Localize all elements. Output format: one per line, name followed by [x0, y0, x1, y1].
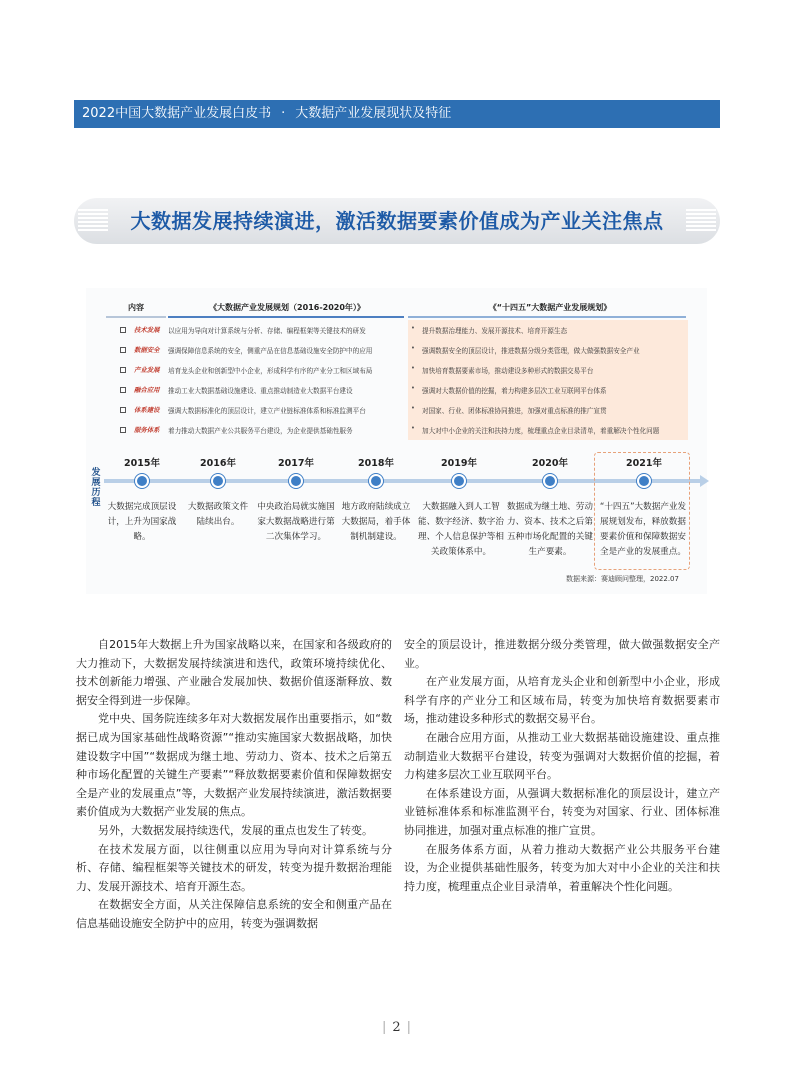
timeline-year: 2021年	[626, 458, 662, 469]
table-row	[106, 380, 686, 400]
row-label: 体系建设	[134, 406, 160, 414]
row-left-text: 着力推动大数据产业公共服务平台建设，为企业提供基础性服务	[168, 427, 353, 435]
timeline-node	[369, 474, 383, 488]
banner-title: 大数据发展持续演进，激活数据要素价值成为产业关注焦点	[130, 209, 664, 233]
timeline-event: 地方政府陆续成立大数据局，着手体制机制建设。	[341, 502, 411, 542]
table-head-left: 《大数据产业发展规划（2016-2020年）》	[209, 303, 365, 312]
timeline-event: “十四五”大数据产业发展规划发布，释放数据要素价值和保障数据安全是产业的发展重点。	[599, 502, 687, 557]
row-right-text: • 强调数据安全的顶层设计，推进数据分级分类管理，做大做强数据安全产业	[408, 340, 688, 360]
body-column-left	[76, 636, 392, 934]
timeline-year: 2020年	[532, 458, 568, 469]
row-right-text: • 加大对中小企业的关注和扶持力度，梳理重点企业目录清单，着重解决个性化问题	[408, 420, 688, 440]
page-bar: |	[406, 1020, 412, 1035]
timeline-node	[211, 474, 225, 488]
row-left-text: 培育龙头企业和创新型中小企业，形成科学有序的产业分工和区域布局	[168, 367, 373, 375]
row-left-text: 以应用为导向对计算系统与分析、存储、编程框架等关键技术的研发	[168, 327, 366, 335]
paragraph: 在产业发展方面，从培育龙头企业和创新型中小企业，形成科学有序的产业分工和区域布局，转变为加快培育数据要素市场，推动建设多种形式的数据交易平台。	[404, 675, 720, 726]
row-label: 融合应用	[134, 386, 160, 394]
checkbox-icon	[120, 367, 126, 373]
paragraph: 在数据安全方面，从关注保障信息系统的安全和侧重产品在信息基础设施安全防护中的应用，转变为强调数据	[76, 898, 392, 930]
page-bar: |	[381, 1020, 387, 1035]
header-title: 2022中国大数据产业发展白皮书	[82, 106, 272, 121]
timeline-node	[637, 474, 651, 488]
paragraph: 安全的顶层设计，推进数据分级分类管理，做大做强数据安全产业。	[404, 638, 720, 670]
paragraph: 另外，大数据发展持续迭代，发展的重点也发生了转变。	[98, 823, 373, 837]
timeline-year: 2018年	[358, 458, 394, 469]
checkbox-icon	[120, 387, 126, 393]
timeline-event: 大数据政策文件陆续出台。	[187, 502, 249, 527]
header-separator: ·	[281, 106, 286, 121]
timeline-node	[543, 474, 557, 488]
timeline-node	[452, 474, 466, 488]
paragraph: 自2015年大数据上升为国家战略以来，在国家和各级政府的大力推动下，大数据发展持续演进和迭代，政策环境持续优化、技术创新能力增强、产业融合发展加快、数据价值逐渐释放、数据安全得到进一步保障。	[76, 638, 392, 707]
checkbox-icon	[120, 407, 126, 413]
row-left-text: 强调大数据标准化的顶层设计，建立产业链标准体系和标准监测平台	[168, 407, 366, 415]
row-label: 技术发展	[134, 326, 160, 334]
table-row	[106, 360, 686, 380]
page-number	[0, 1020, 793, 1035]
row-right-text: • 提升数据治理能力、发展开源技术、培育开源生态	[408, 320, 688, 340]
timeline-year: 2015年	[124, 458, 160, 469]
table-head-label: 内容	[128, 303, 144, 312]
paragraph: 党中央、国务院连续多年对大数据发展作出重要指示，如“数据已成为国家基础性战略资源”“推动实施国家大数据战略，加快建设数字中国”“数据成为继土地、劳动力、资本、技术之后第五种市场化配置的关键生产要素”“释放数据要素价值和保障数据安全是产业的发展重点”等，大数据产业发展持续演进，激活数据要素价值成为大数据产业发展的焦点。	[76, 712, 392, 819]
row-right-text: • 对国家、行业、团体标准协同推进，加强对重点标准的推广宣贯	[408, 400, 688, 420]
table-row	[106, 420, 686, 440]
timeline-year: 2019年	[441, 458, 477, 469]
checkbox-icon	[120, 327, 126, 333]
page-number-value: 2	[392, 1020, 401, 1035]
row-label: 服务体系	[134, 426, 160, 434]
table-head-right: 《“十四五”大数据产业发展规划》	[488, 303, 612, 312]
table-row	[106, 340, 686, 360]
divider	[106, 316, 166, 318]
checkbox-icon	[120, 427, 126, 433]
paragraph: 在技术发展方面，以往侧重以应用为导向对计算系统与分析、存储、编程框架等关键技术的研发，转变为提升数据治理能力、发展开源技术、培育开源生态。	[76, 842, 392, 893]
row-left-text: 推动工业大数据基础设施建设、重点推动制造业大数据平台建设	[168, 387, 353, 395]
section-banner	[74, 198, 720, 244]
header-section: 大数据产业发展现状及特征	[295, 106, 452, 121]
body-column-right	[404, 636, 720, 896]
table-header	[106, 298, 686, 316]
timeline-year: 2016年	[200, 458, 236, 469]
row-label: 产业发展	[134, 366, 160, 374]
arrow-right-icon	[700, 475, 709, 487]
timeline-year: 2017年	[278, 458, 314, 469]
row-label: 数据安全	[134, 346, 160, 354]
header-bar	[74, 100, 720, 128]
timeline-node	[135, 474, 149, 488]
checkbox-icon	[120, 347, 126, 353]
divider	[408, 316, 686, 318]
divider	[168, 316, 404, 318]
timeline-event: 数据成为继土地、劳动力、资本、技术之后第五种市场化配置的关键生产要素。	[507, 502, 593, 557]
timeline-node	[289, 474, 303, 488]
paragraph: 在体系建设方面，从强调大数据标准化的顶层设计，建立产业链标准体系和标准监测平台，转变为对国家、行业、团体标准协同推进，加强对重点标准的推广宣贯。	[404, 786, 720, 837]
paragraph: 在服务体系方面，从着力推动大数据产业公共服务平台建设，为企业提供基础性服务，转变为加大对中小企业的关注和扶持力度，梳理重点企业目录清单，着重解决个性化问题。	[404, 842, 720, 893]
timeline-event: 大数据融入到人工智能、数字经济、数字治理、个人信息保护等相关政策体系中。	[418, 502, 504, 557]
timeline-label: 发展历程	[91, 468, 101, 508]
paragraph: 在融合应用方面，从推动工业大数据基础设施建设、重点推动制造业大数据平台建设，转变为强调对大数据价值的挖掘，着力构建多层次工业互联网平台。	[404, 730, 720, 782]
row-right-text: • 加快培育数据要素市场，推动建设多种形式的数据交易平台	[408, 360, 688, 380]
timeline-event: 大数据完成顶层设计，上升为国家战略。	[107, 502, 177, 542]
row-right-text: • 强调对大数据价值的挖掘，着力构建多层次工业互联网平台体系	[408, 380, 688, 400]
data-source: 数据来源：赛迪顾问整理，2022.07	[566, 575, 679, 583]
timeline-event: 中央政治局就实施国家大数据战略进行第二次集体学习。	[257, 502, 335, 542]
table-row	[106, 320, 686, 340]
table-row	[106, 400, 686, 420]
row-left-text: 强调保障信息系统的安全，侧重产品在信息基础设施安全防护中的应用	[168, 347, 373, 355]
